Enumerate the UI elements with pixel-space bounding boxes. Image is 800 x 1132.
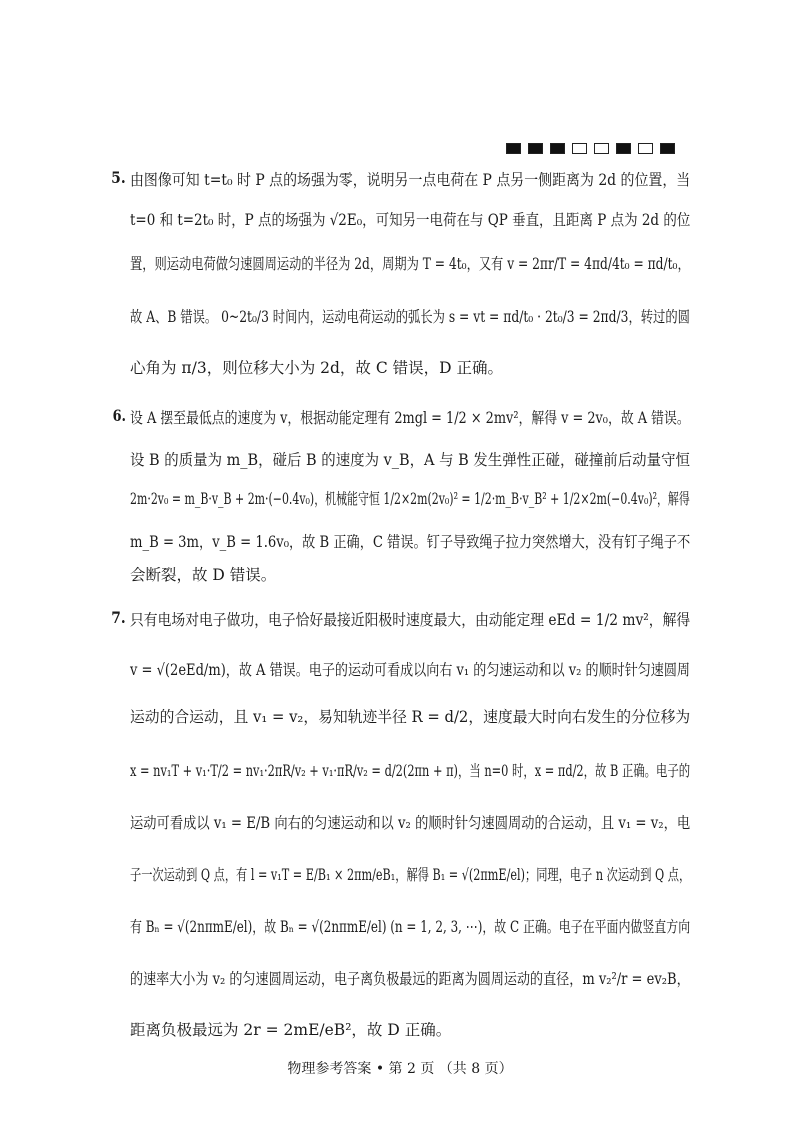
question-7-line-7: 有 Bₙ = √(2nπmE/el)，故 Bₙ = √(2nπmE/el) (n = 1, 2, 3, ⋯)，故 C 正确。电子在平面内做竖直方向	[130, 918, 691, 936]
question-5-line-2: t=0 和 t=2t₀ 时，P 点的场强为 √2E₀，可知另一电荷在与 QP 垂直，且距离 P 点为 2d 的位	[130, 211, 691, 229]
header-mark	[594, 143, 609, 154]
header-marks	[506, 143, 675, 154]
question-5-line-5: 心角为 π/3，则位移大小为 2d，故 C 错误，D 正确。	[130, 359, 503, 377]
question-7-line-8: 的速率大小为 v₂ 的匀速圆周运动，电子离负极最远的距离为圆周运动的直径，m v₂²/r = ev₂B，	[130, 970, 690, 988]
question-7-line-5: 运动可看成以 v₁ = E/B 向右的匀速运动和以 v₂ 的顺时针匀速圆周动的合运动，且 v₁ = v₂，电	[130, 814, 691, 832]
header-mark	[616, 143, 631, 154]
question-7-line-9: 距离负极最远为 2r = 2mE/eB²，故 D 正确。	[130, 1021, 452, 1039]
question-5-line-4: 故 A、B 错误。 0~2t₀/3 时间内，运动电荷运动的弧长为 s = vt = πd/t₀ · 2t₀/3 = 2πd/3，转过的圆	[130, 308, 690, 326]
question-6-line-5: 会断裂，故 D 错误。	[130, 566, 277, 584]
header-mark	[506, 143, 521, 154]
question-5-line-1: 5. 由图像可知 t=t₀ 时 P 点的场强为零，说明另一点电荷在 P 点另一侧距离为 2d 的位置，当	[111, 168, 691, 189]
question-5-line-3: 置，则运动电荷做匀速圆周运动的半径为 2d，周期为 T = 4t₀，又有 v = 2πr/T = 4πd/4t₀ = πd/t₀，	[130, 255, 690, 273]
question-7-line-6: 子一次运动到 Q 点，有 l = v₁T = E/B₁ × 2πm/eB₁，解得 B₁ = √(2πmE/el)；同理，电子 n 次运动到 Q 点，	[130, 866, 691, 884]
header-mark	[638, 143, 653, 154]
header-mark	[660, 143, 675, 154]
question-6-line-1: 6. 设 A 摆至最低点的速度为 v，根据动能定理有 2mgl = 1/2 × 2mv²，解得 v = 2v₀，故 A 错误。	[112, 406, 690, 427]
question-5-number: 5.	[111, 168, 126, 187]
question-6-line-3: 2m·2v₀ = m_B·v_B + 2m·(−0.4v₀)，机械能守恒 1/2×2m(2v₀)² = 1/2·m_B·v_B² + 1/2×2m(−0.4v₀)²，解得	[130, 490, 690, 508]
question-7-line-3: 运动的合运动，且 v₁ = v₂，易知轨迹半径 R = d/2，速度最大时向右发生的分位移为	[130, 708, 691, 726]
question-7-line-2: v = √(2eEd/m)，故 A 错误。电子的运动可看成以向右 v₁ 的匀速运动和以 v₂ 的顺时针匀速圆周	[130, 661, 690, 679]
header-mark	[572, 143, 587, 154]
page-footer: 物理参考答案 • 第 2 页 （共 8 页）	[287, 1061, 513, 1077]
question-6-line-4: m_B = 3m，v_B = 1.6v₀，故 B 正确，C 错误。钉子导致绳子拉力突然增大，没有钉子绳子不	[130, 533, 691, 551]
header-mark	[550, 143, 565, 154]
question-7-number: 7.	[111, 608, 126, 627]
question-7-line-4: x = nv₁T + v₁·T/2 = nv₁·2πR/v₂ + v₁·πR/v₂ = d/2(2πn + π)，当 n=0 时，x = πd/2，故 B 正确。电子的	[130, 762, 691, 780]
question-6-number: 6.	[112, 406, 127, 425]
header-mark	[528, 143, 543, 154]
question-7-line-1: 7. 只有电场对电子做功，电子恰好最接近阳极时速度最大，由动能定理 eEd = 1/2 mv²，解得	[111, 608, 691, 629]
question-6-line-2: 设 B 的质量为 m_B，碰后 B 的速度为 v_B，A 与 B 发生弹性正碰，碰撞前后动量守恒	[130, 451, 690, 469]
